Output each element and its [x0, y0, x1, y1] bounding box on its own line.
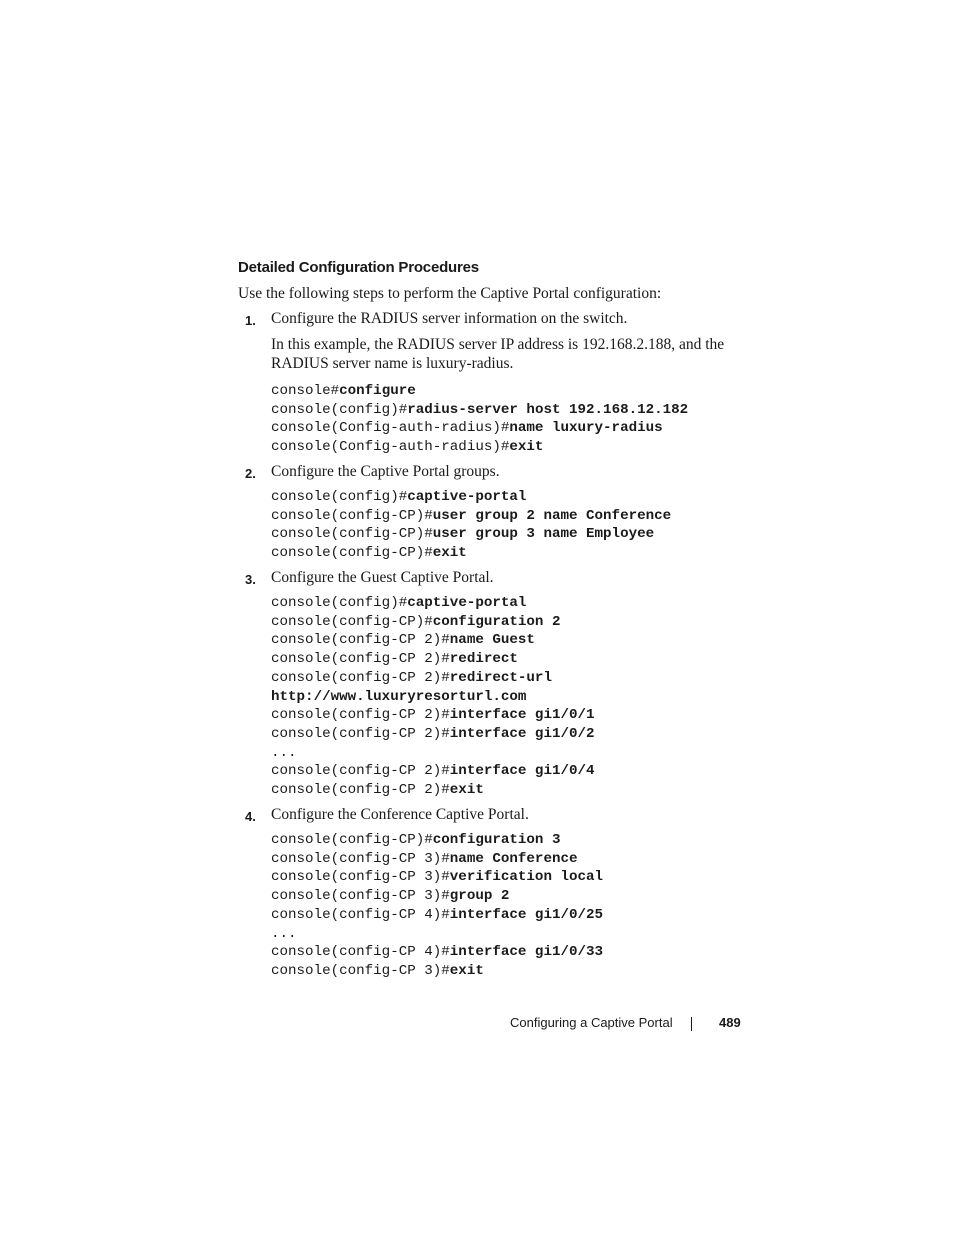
code-line: [271, 419, 688, 438]
code-command: interface gi1/0/25: [449, 906, 604, 923]
code-command: name Conference: [449, 850, 578, 867]
code-command: http://www.luxuryresorturl.com: [271, 688, 527, 705]
step-number: 2.: [245, 466, 256, 481]
code-line: [271, 781, 595, 800]
code-prompt: console(config-CP 2)#: [271, 725, 450, 742]
step-text: Configure the Conference Captive Portal.: [271, 806, 529, 823]
code-line: [271, 544, 671, 563]
code-prompt: console(config-CP 4)#: [271, 944, 450, 961]
code-prompt: console(Config-auth-radius)#: [271, 439, 510, 456]
step-text: Configure the Captive Portal groups.: [271, 463, 500, 480]
code-line: [271, 850, 603, 869]
code-line: [271, 744, 595, 763]
code-prompt: console(config-CP)#: [271, 526, 433, 543]
intro-text: Use the following steps to perform the Captive Portal configuration:: [238, 285, 662, 302]
code-line: [271, 725, 595, 744]
code-command: configuration 3: [432, 832, 561, 848]
code-prompt: console(config-CP)#: [271, 507, 433, 524]
code-command: captive-portal: [407, 489, 527, 505]
code-line: [271, 438, 688, 457]
step-number: 3.: [245, 572, 256, 587]
code-line: [271, 887, 603, 906]
code-command: redirect: [449, 651, 518, 668]
code-line: [271, 401, 688, 420]
code-command: exit: [449, 962, 484, 979]
code-command: interface gi1/0/33: [449, 944, 604, 961]
footer-divider: [691, 1017, 692, 1031]
code-command: captive-portal: [407, 595, 527, 611]
code-line: [271, 594, 595, 613]
code-line: [271, 688, 595, 707]
code-prompt: console(config)#: [271, 489, 408, 505]
code-line: [271, 488, 671, 507]
code-prompt: console(config-CP 2)#: [271, 669, 450, 686]
code-prompt: console(config-CP 3)#: [271, 869, 450, 886]
code-prompt: console(config-CP)#: [271, 832, 433, 848]
code-line: [271, 943, 603, 962]
code-block: [271, 594, 595, 800]
page-number: 489: [719, 1015, 741, 1030]
code-prompt: console(config-CP 2)#: [271, 763, 450, 780]
code-line: [271, 706, 595, 725]
code-command: user group 3 name Employee: [432, 526, 655, 543]
code-line: [271, 631, 595, 650]
code-prompt: ...: [271, 744, 297, 761]
code-command: verification local: [449, 869, 604, 886]
code-line: [271, 962, 603, 981]
code-line: [271, 925, 603, 944]
code-block: [271, 831, 603, 981]
step-number: 4.: [245, 809, 256, 824]
code-command: exit: [509, 439, 544, 456]
code-line: [271, 382, 688, 401]
code-command: configure: [339, 383, 416, 399]
code-prompt: console(Config-auth-radius)#: [271, 420, 510, 437]
code-command: name Guest: [449, 632, 535, 649]
code-prompt: console(config-CP 2)#: [271, 632, 450, 649]
code-command: radius-server host 192.168.12.182: [407, 401, 689, 418]
code-command: name luxury-radius: [509, 420, 663, 437]
code-line: [271, 669, 595, 688]
code-prompt: console(config-CP 2)#: [271, 651, 450, 668]
code-line: [271, 507, 671, 526]
code-line: [271, 906, 603, 925]
code-command: interface gi1/0/4: [449, 763, 595, 780]
step-note-line: RADIUS server name is luxury-radius.: [271, 355, 514, 372]
code-prompt: console(config-CP 2)#: [271, 707, 450, 724]
code-prompt: console(config-CP 3)#: [271, 888, 450, 905]
footer-chapter-title: Configuring a Captive Portal: [510, 1015, 673, 1030]
code-block: [271, 382, 688, 457]
step-text: Configure the Guest Captive Portal.: [271, 569, 494, 586]
section-heading: Detailed Configuration Procedures: [238, 259, 479, 276]
code-command: interface gi1/0/2: [449, 725, 595, 742]
step-number: 1.: [245, 313, 256, 328]
code-line: [271, 831, 603, 850]
code-block: [271, 488, 671, 563]
code-command: group 2: [449, 888, 510, 905]
code-line: [271, 762, 595, 781]
code-line: [271, 525, 671, 544]
code-command: configuration 2: [432, 613, 561, 630]
code-command: user group 2 name Conference: [432, 507, 672, 524]
code-command: redirect-url: [449, 669, 552, 686]
code-command: exit: [432, 545, 467, 562]
code-prompt: console(config-CP 3)#: [271, 962, 450, 979]
code-prompt: console(config-CP)#: [271, 545, 433, 562]
code-prompt: console#: [271, 383, 340, 399]
code-command: interface gi1/0/1: [449, 707, 595, 724]
step-note-line: In this example, the RADIUS server IP address is 192.168.2.188, and the: [271, 336, 725, 353]
code-prompt: console(config-CP)#: [271, 613, 433, 630]
code-prompt: console(config-CP 3)#: [271, 850, 450, 867]
step-text: Configure the RADIUS server information on the switch.: [271, 310, 628, 327]
code-prompt: console(config-CP 2)#: [271, 782, 450, 799]
code-line: [271, 868, 603, 887]
step-note: [271, 335, 751, 373]
code-line: [271, 650, 595, 669]
code-prompt: console(config)#: [271, 401, 408, 418]
code-line: [271, 613, 595, 632]
code-prompt: console(config)#: [271, 595, 408, 611]
code-command: exit: [449, 782, 484, 799]
code-prompt: console(config-CP 4)#: [271, 906, 450, 923]
code-prompt: ...: [271, 925, 297, 942]
